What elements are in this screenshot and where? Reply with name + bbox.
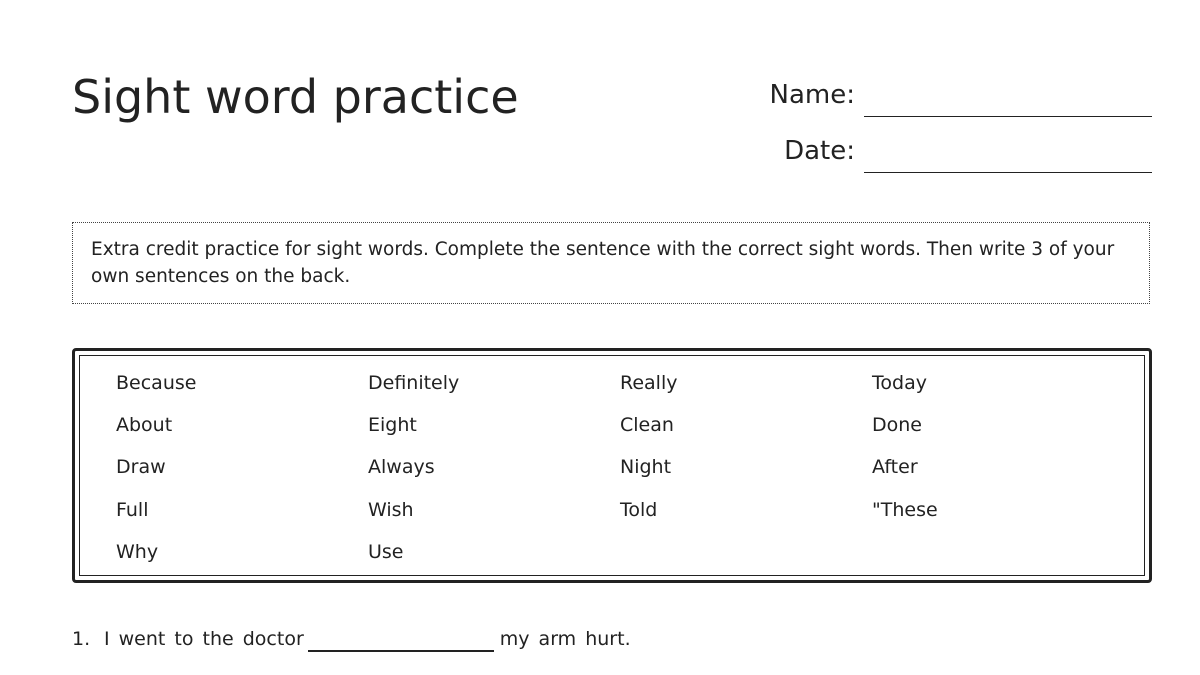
instructions-box — [72, 222, 1150, 304]
word-bank-word: After — [872, 456, 918, 478]
word-bank-word: Done — [872, 414, 922, 436]
instructions-text: Extra credit practice for sight words. Complete the sentence with the correct sight words. Then write 3 of your own sentences on the back. — [91, 239, 1115, 287]
word-bank-inner-border — [79, 355, 1145, 576]
word-bank-word: Full — [116, 499, 149, 521]
name-line — [864, 116, 1152, 117]
answer-blank[interactable] — [308, 626, 494, 652]
word-bank-word: Eight — [368, 414, 417, 436]
word-bank-word: Because — [116, 372, 197, 394]
page-title: Sight word practice — [72, 70, 519, 124]
word-bank-word: Why — [116, 541, 159, 563]
name-field — [700, 78, 1152, 118]
date-label: Date: — [784, 136, 855, 166]
word-bank-word: "These — [872, 499, 938, 521]
word-bank-word: Night — [620, 456, 672, 478]
date-line — [864, 172, 1152, 173]
word-bank-word: Draw — [116, 456, 166, 478]
question-text-after: my arm hurt. — [499, 628, 631, 650]
question-1 — [72, 626, 631, 652]
word-bank-word: About — [116, 414, 173, 436]
word-bank-word: Always — [368, 456, 435, 478]
word-bank-word: Use — [368, 541, 404, 563]
word-bank-word: Really — [620, 372, 678, 394]
word-bank-word: Today — [872, 372, 927, 394]
word-bank-word: Definitely — [368, 372, 460, 394]
name-label: Name: — [769, 80, 855, 110]
word-bank-word: Told — [620, 499, 658, 521]
word-bank-word: Clean — [620, 414, 674, 436]
word-bank — [72, 348, 1152, 583]
date-field — [700, 134, 1152, 174]
question-text-before: I went to the doctor — [104, 628, 304, 650]
word-bank-word: Wish — [368, 499, 414, 521]
question-number: 1. — [72, 628, 91, 650]
